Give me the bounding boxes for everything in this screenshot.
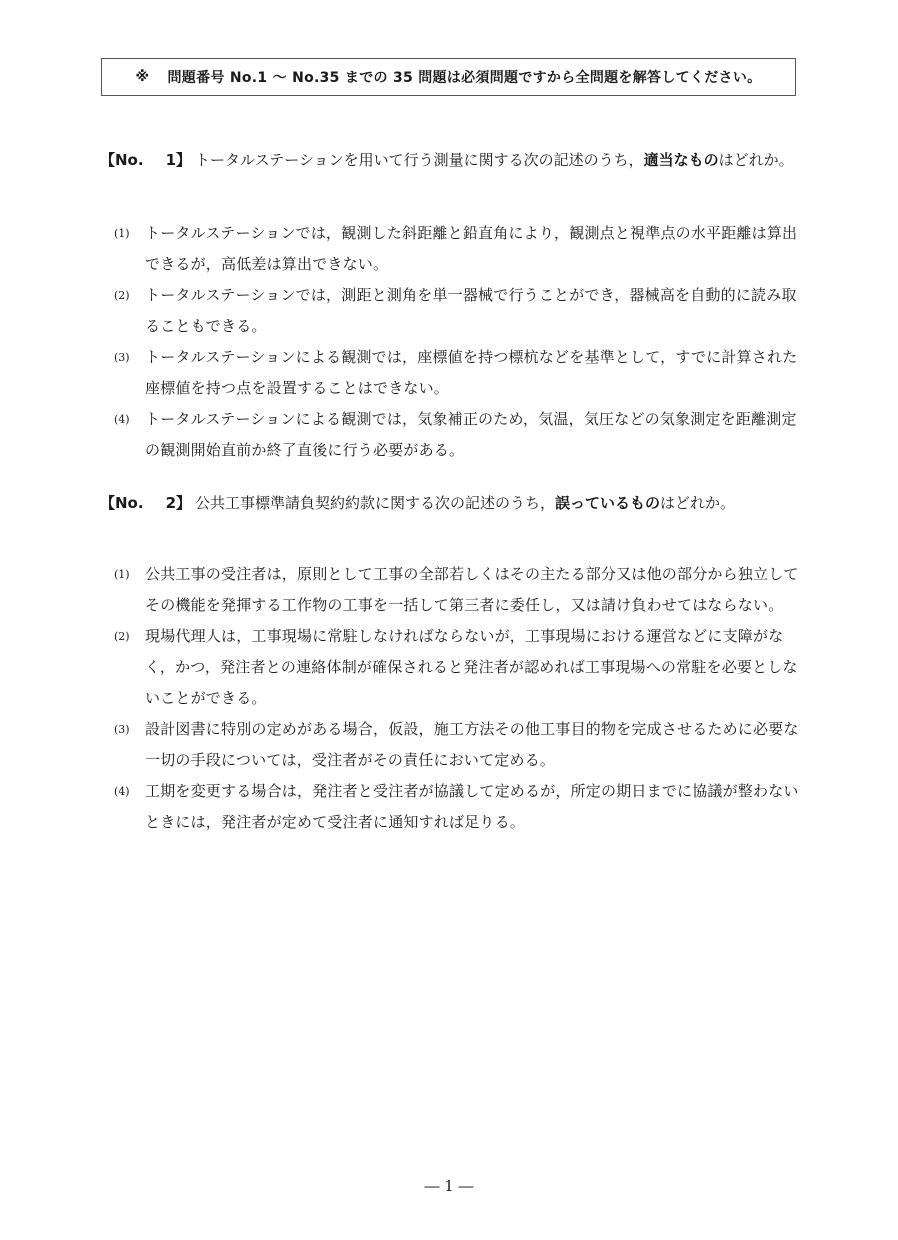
option-number: (3) [114,723,130,736]
option-text: トータルステーションでは，測距と測角を単一器械で行うことができ，器械高を自動的に読み取ることもできる。 [145,286,797,335]
question-text: トータルステーションを用いて行う測量に関する次の記述のうち，適当なものはどれか。 [195,151,794,169]
option-list [100,218,820,466]
option-text: 現場代理人は，工事現場に常駐しなければならないが，工事現場における運営などに支障がなく，かつ，発注者との連絡体制が確保されると発注者が認めれば工事現場への常駐を必要としないことができる。 [145,627,798,707]
option-number: (3) [114,351,130,364]
option-list [100,559,820,838]
option-text: トータルステーションによる観測では，気象補正のため，気温，気圧などの気象測定を距離測定の観測開始直前か終了直後に行う必要がある。 [145,410,797,459]
option-item [100,404,820,466]
page-number: ― 1 ― [424,1177,474,1195]
option-item [100,776,820,838]
question-header [100,491,820,515]
option-item [100,218,820,280]
question-emphasis: 適当なもの [643,151,719,169]
question-number: 【No. 1】 [100,151,191,169]
question-number: 【No. 2】 [100,494,191,512]
option-number: (2) [114,289,130,302]
question-2 [100,491,820,838]
notice-box [101,58,796,96]
option-item [100,280,820,342]
option-number: (4) [114,413,130,426]
question-text: 公共工事標準請負契約約款に関する次の記述のうち，誤っているものはどれか。 [195,494,736,512]
option-text: 公共工事の受注者は，原則として工事の全部若しくはその主たる部分又は他の部分から独立してその機能を発揮する工作物の工事を一括して第三者に委任し，又は請け負わせてはならない。 [145,565,799,614]
question-emphasis: 誤っているもの [555,494,661,512]
option-item [100,342,820,404]
option-number: (2) [114,630,130,643]
option-text: トータルステーションでは，観測した斜距離と鉛直角により，観測点と視準点の水平距離は算出できるが，高低差は算出できない。 [145,224,798,273]
option-text: トータルステーションによる観測では，座標値を持つ標杭などを基準として，すでに計算された座標値を持つ点を設置することはできない。 [145,348,798,397]
option-number: (4) [114,785,130,798]
notice-text: 問題番号 No.1 ～ No.35 までの 35 問題は必須問題ですから全問題を解答してください。 [167,70,762,86]
option-item [100,559,820,621]
question-1 [100,148,820,466]
option-number: (1) [114,568,130,581]
question-header [100,148,820,172]
option-number: (1) [114,227,130,240]
option-text: 設計図書に特別の定めがある場合，仮設，施工方法その他工事目的物を完成させるために必要な一切の手段については，受注者がその責任において定める。 [145,720,799,769]
option-item [100,621,820,714]
option-item [100,714,820,776]
option-text: 工期を変更する場合は，発注者と受注者が協議して定めるが，所定の期日までに協議が整わないときには，発注者が定めて受注者に通知すれば足りる。 [145,782,799,831]
notice-mark: ※ [135,69,150,85]
